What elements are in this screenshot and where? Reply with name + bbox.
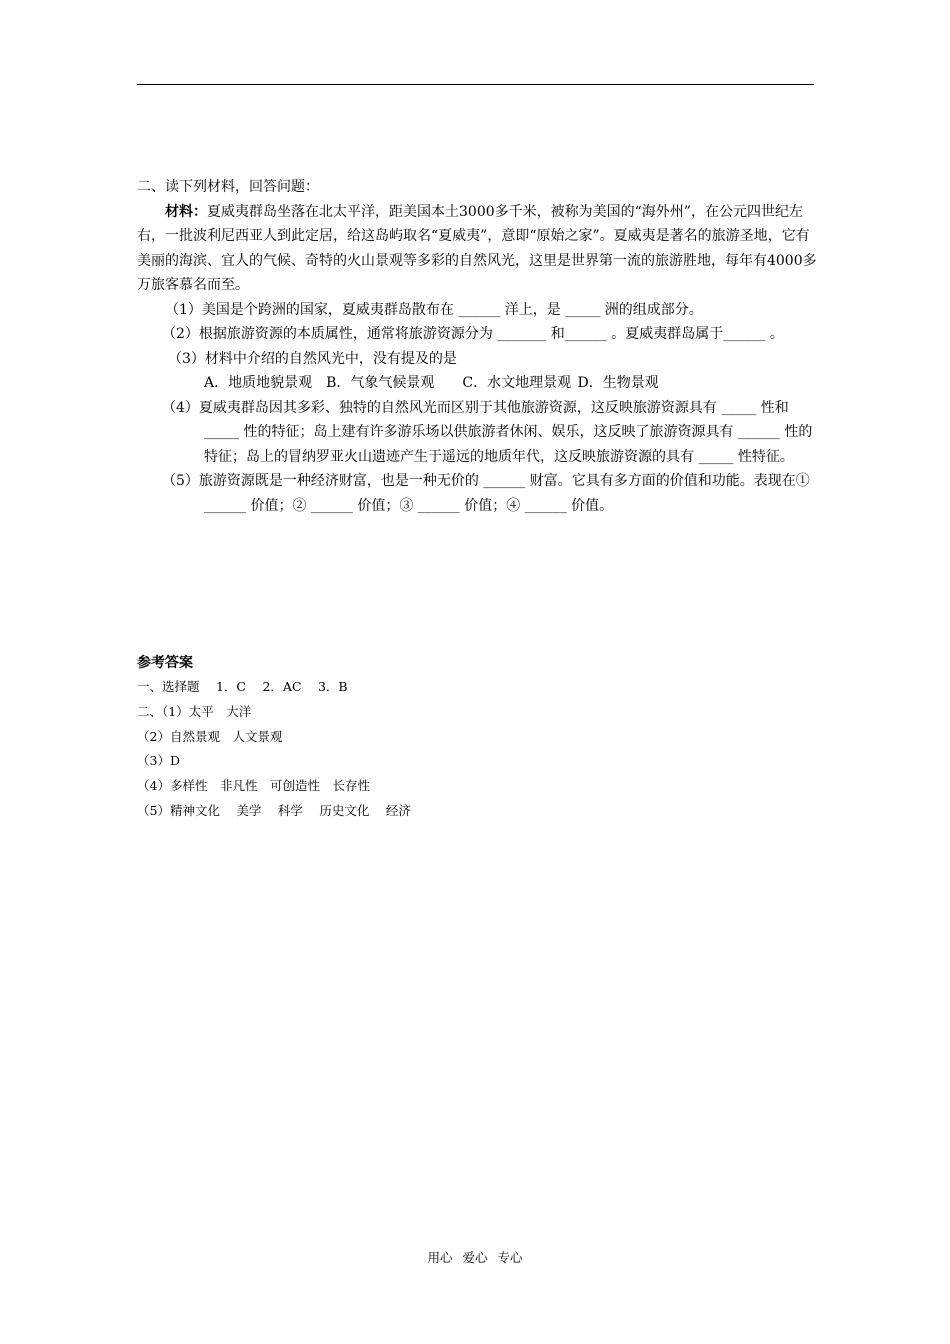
question-section <box>137 175 822 518</box>
material-paragraph <box>137 200 822 298</box>
question-4: （4）夏威夷群岛因其多彩、独特的自然风光而区别于其他旅游资源，这反映旅游资源具有 _____ 性和 _____ 性的特征；岛上建有许多游乐场以供旅游者休闲、娱乐，这反映了旅游资源具有 ______ 性的特征；岛上的冒纳罗亚火山遗迹产生于遥远的地质年代，这反映旅游资源的具有 _____ 性特征。 <box>162 399 813 465</box>
question-3: （3）材料中介绍的自然风光中，没有提及的是 <box>168 350 457 367</box>
header-rule <box>137 84 814 85</box>
answer-line: 二、（1）太平 大洋 <box>137 703 252 719</box>
answer-key <box>137 651 737 824</box>
question-2: （2）根据旅游资源的本质属性，通常将旅游资源分为 _______ 和______ 。夏威夷群岛属于______ 。 <box>162 326 784 342</box>
answer-line: （3）D <box>137 753 180 769</box>
page-footer: 用心 爱心 专心 <box>427 1250 523 1265</box>
material-label: 材料： <box>165 203 207 220</box>
question-5: （5）旅游资源既是一种经济财富，也是一种无价的 ______ 财富。它具有多方面的价值和功能。表现在① ______ 价值；② ______ 价值；③ ______ 价值；④ ______ 价值。 <box>162 473 810 514</box>
answer-line: （4）多样性 非凡性 可创造性 长存性 <box>137 778 370 794</box>
section-heading: 二、读下列材料，回答问题： <box>137 179 319 195</box>
question-3-options: A．地质地貌景观 B．气象气候景观 C．水文地理景观 D．生物景观 <box>204 375 659 391</box>
question-1: （1）美国是个跨洲的国家，夏威夷群岛散布在 ______ 洋上，是 _____ 洲的组成部分。 <box>165 301 703 318</box>
answer-line: （2）自然景观 人文景观 <box>137 728 283 744</box>
answer-title: 参考答案 <box>137 655 193 671</box>
material-text: 夏威夷群岛坐落在北太平洋，距美国本土3000多千米，被称为美国的“海外州”，在公元四世纪左右，一批波利尼西亚人到此定居，给这岛屿取名“夏威夷”，意即“原始之家”。夏威夷是著名的旅游圣地，它有美丽的海滨、宜人的气候、奇特的火山景观等多彩的自然风光，这里是世界第一流的旅游胜地，每年有4000多万旅客慕名而至。 <box>137 203 817 293</box>
answer-line: （5）精神文化 美学 科学 历史文化 经济 <box>137 802 411 818</box>
answer-line: 一、选择题 1．C 2．AC 3．B <box>137 679 348 694</box>
